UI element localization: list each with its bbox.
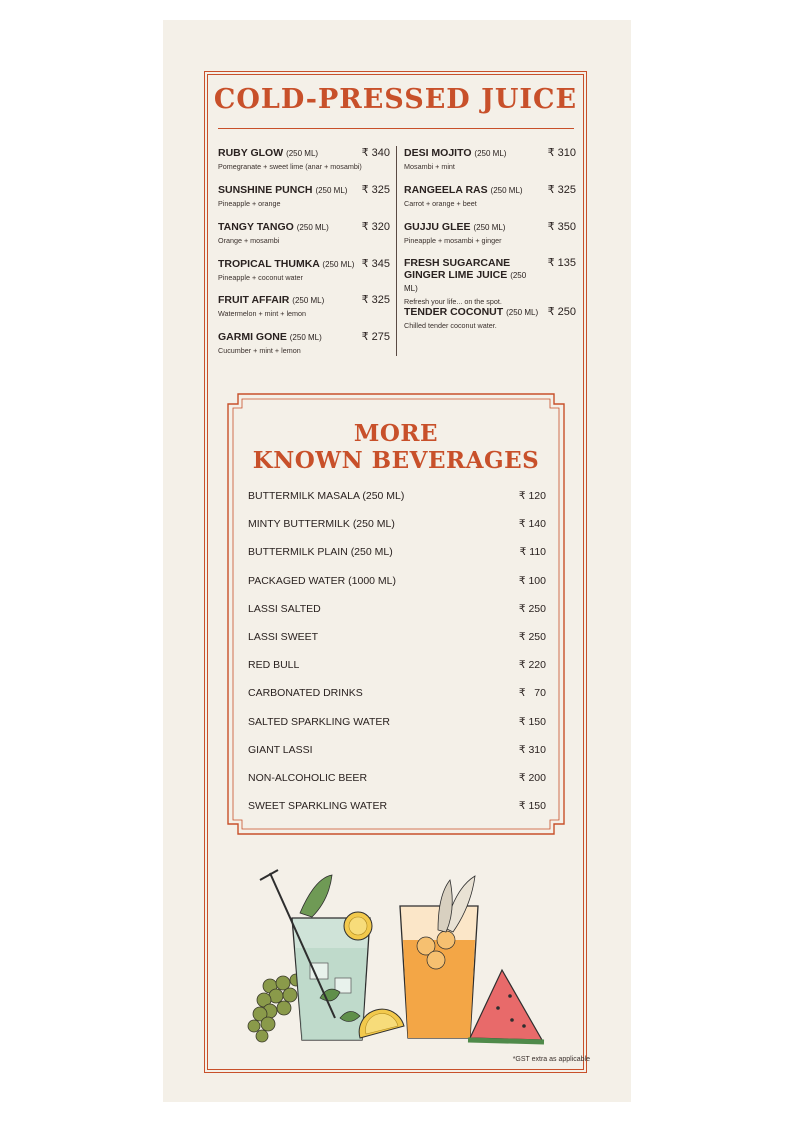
juice-item-row bbox=[404, 147, 576, 160]
item-name-text: TANGY TANGO bbox=[218, 221, 294, 233]
juice-item bbox=[218, 221, 390, 245]
item-name bbox=[404, 147, 506, 160]
juice-item-row bbox=[404, 306, 576, 319]
list-item bbox=[248, 716, 546, 744]
juice-item-row bbox=[218, 294, 390, 307]
item-description: Watermelon + mint + lemon bbox=[218, 309, 307, 318]
item-name-text: FRESH SUGARCANE GINGER LIME JUICE bbox=[404, 257, 511, 281]
item-size: (250 ML) bbox=[473, 223, 506, 232]
item-price: ₹ 340 bbox=[361, 147, 390, 159]
drinks-illustration bbox=[240, 868, 550, 1053]
item-name bbox=[404, 184, 523, 197]
item-name bbox=[404, 221, 505, 234]
item-description: Pineapple + orange bbox=[218, 199, 281, 208]
juice-item bbox=[218, 184, 390, 208]
item-price: ₹ 135 bbox=[547, 257, 576, 269]
list-item bbox=[248, 772, 546, 800]
juice-glass-icon bbox=[400, 876, 478, 1038]
item-price: ₹ 70 bbox=[518, 687, 546, 700]
grapes-icon bbox=[248, 974, 302, 1042]
list-item bbox=[248, 631, 546, 659]
beverages-section-title bbox=[226, 420, 566, 474]
item-name-text: GARMI GONE bbox=[218, 331, 287, 343]
item-size: (250 ML) bbox=[296, 223, 329, 232]
item-name-text: FRUIT AFFAIR bbox=[218, 294, 290, 306]
item-name-text: TENDER COCONUT bbox=[404, 306, 504, 318]
item-name: LASSI SALTED bbox=[248, 602, 321, 615]
item-price: ₹ 120 bbox=[518, 490, 546, 502]
item-price: ₹ 320 bbox=[361, 221, 390, 233]
item-name bbox=[404, 257, 534, 295]
item-name-text: TROPICAL THUMKA bbox=[218, 258, 320, 270]
lemon-slice-icon bbox=[359, 1009, 404, 1038]
item-description: Pineapple + mosambi + ginger bbox=[404, 236, 502, 245]
item-name: CARBONATED DRINKS bbox=[248, 687, 363, 700]
item-price: ₹ 345 bbox=[361, 258, 390, 270]
item-description: Carrot + orange + beet bbox=[404, 199, 477, 208]
item-price: ₹ 250 bbox=[547, 306, 576, 318]
item-price: ₹ 325 bbox=[361, 294, 390, 306]
item-size: (250 ML) bbox=[286, 149, 319, 158]
item-price: ₹ 150 bbox=[518, 800, 546, 813]
juice-item bbox=[218, 294, 390, 318]
item-description: Chilled tender coconut water. bbox=[404, 321, 497, 330]
juice-section-title: COLD-PRESSED JUICE bbox=[213, 84, 578, 115]
juice-item bbox=[404, 184, 576, 208]
item-size: (250 ML) bbox=[292, 296, 325, 305]
item-description: Pineapple + coconut water bbox=[218, 273, 303, 282]
item-name bbox=[218, 331, 322, 344]
item-name bbox=[218, 221, 329, 234]
juice-item-row bbox=[218, 184, 390, 197]
item-description: Orange + mosambi bbox=[218, 236, 280, 245]
list-item bbox=[248, 659, 546, 687]
item-name-text: RUBY GLOW bbox=[218, 147, 284, 159]
item-size: (250 ML) bbox=[490, 186, 523, 195]
item-description: Pomegranate + sweet lime (anar + mosambi) bbox=[218, 162, 362, 171]
juice-item-row bbox=[404, 184, 576, 197]
item-price: ₹ 250 bbox=[518, 602, 546, 615]
juice-item bbox=[218, 331, 390, 355]
list-item bbox=[248, 490, 546, 518]
item-size: (250 ML) bbox=[506, 308, 539, 317]
item-name bbox=[218, 294, 324, 307]
list-item bbox=[248, 603, 546, 631]
item-size: (250 ML) bbox=[289, 333, 322, 342]
item-name: SALTED SPARKLING WATER bbox=[248, 715, 390, 728]
item-name: BUTTERMILK PLAIN (250 ML) bbox=[248, 546, 393, 559]
juice-item-row bbox=[404, 221, 576, 234]
item-price: ₹ 310 bbox=[547, 147, 576, 159]
item-name: LASSI SWEET bbox=[248, 630, 319, 643]
juice-item bbox=[218, 147, 390, 171]
item-price: ₹ 310 bbox=[518, 743, 546, 756]
item-name: SWEET SPARKLING WATER bbox=[248, 800, 388, 813]
item-name-text: DESI MOJITO bbox=[404, 147, 472, 159]
item-size: (250 ML) bbox=[404, 271, 527, 293]
item-name bbox=[218, 147, 318, 160]
item-name-text: GUJJU GLEE bbox=[404, 221, 471, 233]
item-price: ₹ 220 bbox=[518, 659, 546, 672]
item-price: ₹ 325 bbox=[547, 184, 576, 196]
title-divider bbox=[218, 128, 574, 129]
juice-item bbox=[404, 306, 576, 330]
item-price: ₹ 350 bbox=[547, 221, 576, 233]
list-item bbox=[248, 518, 546, 546]
item-name bbox=[218, 258, 354, 271]
item-price: ₹ 140 bbox=[518, 518, 546, 531]
item-name-text: RANGEELA RAS bbox=[404, 184, 488, 196]
mojito-glass-icon bbox=[260, 870, 372, 1040]
item-name-text: SUNSHINE PUNCH bbox=[218, 184, 313, 196]
juice-item bbox=[404, 221, 576, 245]
juice-item-row bbox=[404, 257, 576, 295]
item-price: ₹ 100 bbox=[518, 574, 546, 587]
item-name bbox=[404, 306, 538, 319]
item-price: ₹ 150 bbox=[518, 715, 546, 728]
item-description: Refresh your life... on the spot. bbox=[404, 297, 502, 306]
item-size: (250 ML) bbox=[315, 186, 348, 195]
list-item bbox=[248, 546, 546, 574]
beverages-title-line1: MORE bbox=[353, 420, 439, 447]
item-size: (250 ML) bbox=[322, 260, 355, 269]
juice-item-row bbox=[218, 147, 390, 160]
list-item bbox=[248, 800, 546, 828]
item-description: Mosambi + mint bbox=[404, 162, 455, 171]
list-item bbox=[248, 744, 546, 772]
item-name: RED BULL bbox=[248, 659, 300, 672]
item-description: Cucumber + mint + lemon bbox=[218, 346, 301, 355]
item-name: BUTTERMILK MASALA (250 ML) bbox=[248, 490, 405, 502]
juice-item-row bbox=[218, 258, 390, 271]
watermelon-slice-icon bbox=[468, 970, 544, 1042]
item-name: MINTY BUTTERMILK (250 ML) bbox=[248, 518, 395, 531]
juice-item-row bbox=[218, 221, 390, 234]
juice-item bbox=[404, 257, 576, 306]
item-name bbox=[218, 184, 347, 197]
juice-item-row bbox=[218, 331, 390, 344]
juice-item bbox=[404, 147, 576, 171]
beverages-list bbox=[248, 490, 546, 828]
item-name: PACKAGED WATER (1000 ML) bbox=[248, 574, 397, 587]
item-price: ₹ 200 bbox=[518, 771, 546, 784]
juice-item bbox=[218, 258, 390, 282]
item-name: NON-ALCOHOLIC BEER bbox=[248, 771, 368, 784]
list-item bbox=[248, 687, 546, 715]
item-price: ₹ 110 bbox=[519, 546, 546, 559]
item-price: ₹ 325 bbox=[361, 184, 390, 196]
beverages-title-line2: KNOWN BEVERAGES bbox=[252, 447, 540, 474]
item-price: ₹ 250 bbox=[518, 630, 546, 643]
item-size: (250 ML) bbox=[474, 149, 507, 158]
column-divider bbox=[396, 146, 397, 356]
gst-note: *GST extra as applicable bbox=[512, 1056, 590, 1063]
item-name: GIANT LASSI bbox=[248, 743, 313, 756]
list-item bbox=[248, 575, 546, 603]
item-price: ₹ 275 bbox=[361, 331, 390, 343]
